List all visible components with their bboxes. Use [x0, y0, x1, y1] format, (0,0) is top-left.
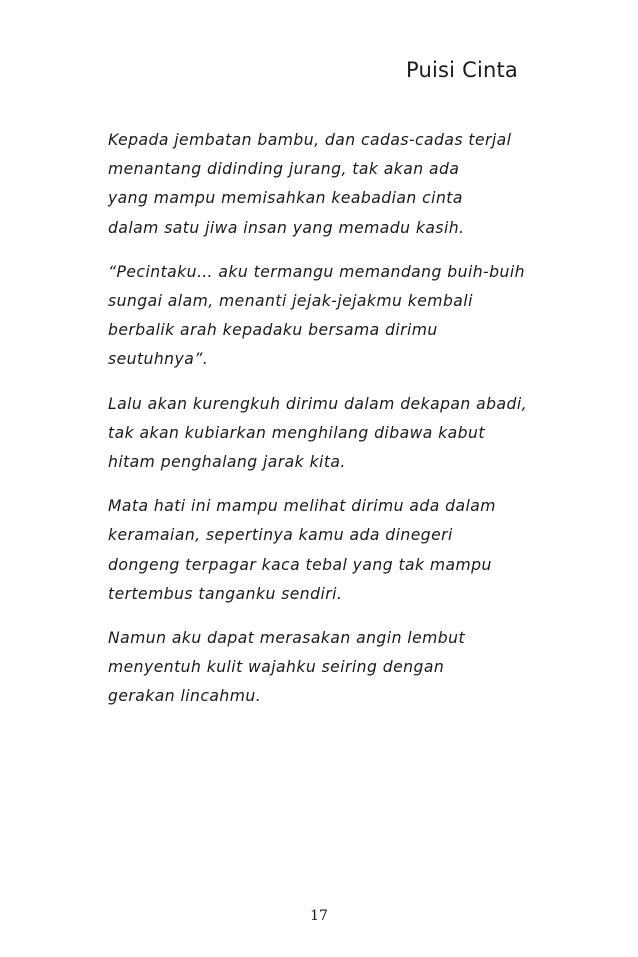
poem-line: Mata hati ini mampu melihat dirimu ada dalam: [108, 497, 496, 516]
poem-line: Kepada jembatan bambu, dan cadas-cadas terjal: [108, 131, 512, 149]
stanza-5: [108, 624, 548, 712]
poem-line: tak akan kubiarkan menghilang dibawa kabut: [108, 423, 485, 442]
poem-line: keramaian, sepertinya kamu ada dinegeri: [108, 526, 453, 545]
poem-line: sungai alam, menanti jejak-jejakmu kembali: [108, 292, 473, 311]
poem-line: hitam penghalang jarak kita.: [108, 453, 346, 472]
poem-line: dalam satu jiwa insan yang memadu kasih.: [108, 218, 465, 237]
stanza-4: [108, 492, 548, 609]
poem-line: “Pecintaku… aku termangu memandang buih-buih: [108, 262, 525, 281]
poem-line: menyentuh kulit wajahku seiring dengan: [108, 658, 445, 677]
stanza-1: [108, 126, 548, 243]
poem-line: gerakan lincahmu.: [108, 687, 262, 706]
page-number: 17: [310, 908, 328, 924]
poem-line: berbalik arah kepadaku bersama dirimu: [108, 321, 438, 340]
poem-line: yang mampu memisahkan keabadian cinta: [108, 189, 463, 208]
poem-line: menantang didinding jurang, tak akan ada: [108, 160, 460, 179]
poem-line: tertembus tanganku sendiri.: [108, 584, 343, 603]
poem-line: seutuhnya”.: [108, 350, 209, 369]
poem-body: [108, 126, 548, 727]
stanza-2: [108, 258, 548, 375]
poem-line: dongeng terpagar kaca tebal yang tak mampu: [108, 555, 492, 574]
running-title: Puisi Cinta: [406, 58, 518, 82]
stanza-3: [108, 390, 548, 478]
poem-line: Namun aku dapat merasakan angin lembut: [108, 629, 466, 648]
poem-line: Lalu akan kurengkuh dirimu dalam dekapan abadi,: [108, 394, 528, 413]
